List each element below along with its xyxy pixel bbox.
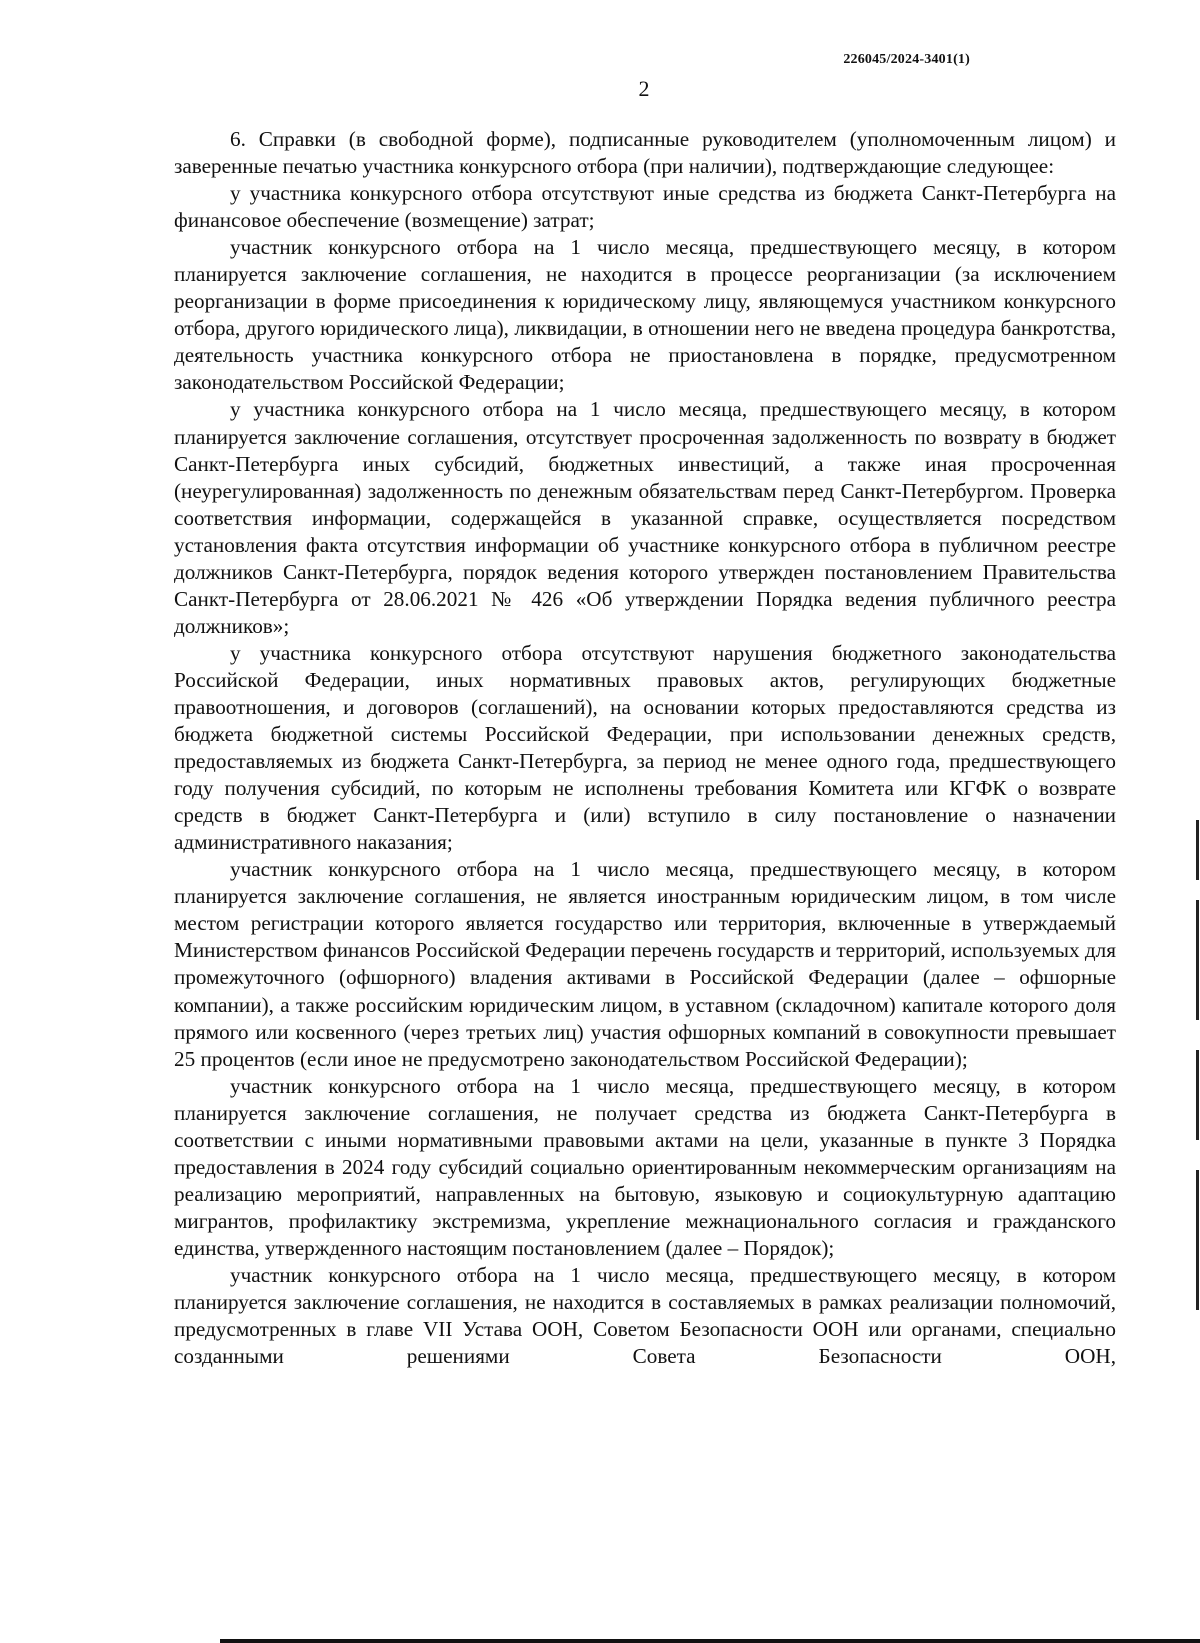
- document-registration-number: 226045/2024-3401(1): [843, 52, 970, 67]
- paragraph-no-budget-violations: у участника конкурсного отбора отсутствуют нарушения бюджетного законодательства Российской Федерации, иных нормативных правовых актов, регулирующих бюджетные правоотношения, и договоров (соглашений), на основании которых предоставляются средства из бюджета бюджетной системы Российской Федерации, при использовании денежных средств, предоставляемых из бюджета Санкт-Петербурга, за период не менее одного года, предшествующего году получения субсидий, по которым не исполнены требования Комитета или КГФК о возврате средств в бюджет Санкт-Петербурга и (или) вступило в силу постановление о назначении административного наказания;: [174, 640, 1116, 855]
- paragraph-no-overdue-debt: у участника конкурсного отбора на 1 число месяца, предшествующего месяцу, в котором планируется заключение соглашения, отсутствует просроченная задолженность по возврату в бюджет Санкт-Петербурга иных субсидий, бюджетных инвестиций, а также иная просроченная (неурегулированная) задолженность по денежным обязательствам перед Санкт-Петербургом. Проверка соответствия информации, содержащейся в указанной справке, осуществляется посредством установления факта отсутствия информации об участнике конкурсного отбора в публичном реестре должников Санкт-Петербурга, порядок ведения которого утвержден постановлением Правительства Санкт-Петербурга от 28.06.2021 № 426 «Об утверждении Порядка ведения публичного реестра должников»;: [174, 397, 1116, 638]
- paragraph-not-foreign-entity: участник конкурсного отбора на 1 число месяца, предшествующего месяцу, в котором планируется заключение соглашения, не является иностранным юридическим лицом, в том числе местом регистрации которого является государство или территория, включенные в утверждаемый Министерством финансов Российской Федерации перечень государств и территорий, используемых для промежуточного (офшорного) владения активами в Российской Федерации (далее – офшорные компании), а также российским юридическим лицом, в уставном (складочном) капитале которого доля прямого или косвенного (через третьих лиц) участия офшорных компаний в совокупности превышает 25 процентов (если иное не предусмотрено законодательством Российской Федерации);: [174, 857, 1116, 1071]
- scan-edge-marks: [1196, 820, 1200, 1340]
- paragraph-no-other-budget-funds: участник конкурсного отбора на 1 число месяца, предшествующего месяцу, в котором планируется заключение соглашения, не получает средства из бюджета Санкт-Петербурга в соответствии с иными нормативными правовыми актами на цели, указанные в пункте 3 Порядка предоставления в 2024 году субсидий социально ориентированным некоммерческим организациям на реализацию мероприятий, направленных на бытовую, языковую и социокультурную адаптацию мигрантов, профилактику экстремизма, укрепление межнационального согласия и гражданского единства, утвержденного настоящим постановлением (далее – Порядок);: [174, 1073, 1116, 1260]
- paragraph-not-in-un-lists: участник конкурсного отбора на 1 число месяца, предшествующего месяцу, в котором планируется заключение соглашения, не находится в составляемых в рамках реализации полномочий, предусмотренных в главе VII Устава ООН, Советом Безопасности ООН или органами, специально созданными решениями Совета Безопасности ООН,: [174, 1262, 1116, 1369]
- document-body: [174, 126, 1116, 1370]
- paragraph-item-6: 6. Справки (в свободной форме), подписанные руководителем (уполномоченным лицом) и заверенные печатью участника конкурсного отбора (при наличии), подтверждающие следующее:: [174, 127, 1116, 179]
- paragraph-no-other-funds: у участника конкурсного отбора отсутствуют иные средства из бюджета Санкт-Петербурга на финансовое обеспечение (возмещение) затрат;: [174, 181, 1116, 233]
- paragraph-no-reorganization: участник конкурсного отбора на 1 число месяца, предшествующего месяцу, в котором планируется заключение соглашения, не находится в процессе реорганизации (за исключением реорганизации в форме присоединения к юридическому лицу, являющемуся участником конкурсного отбора, другого юридического лица), ликвидации, в отношении него не введена процедура банкротства, деятельность участника конкурсного отбора не приостановлена в порядке, предусмотренном законодательством Российской Федерации;: [174, 235, 1116, 395]
- scan-bottom-edge: [220, 1639, 1200, 1643]
- page-number: 2: [638, 76, 650, 101]
